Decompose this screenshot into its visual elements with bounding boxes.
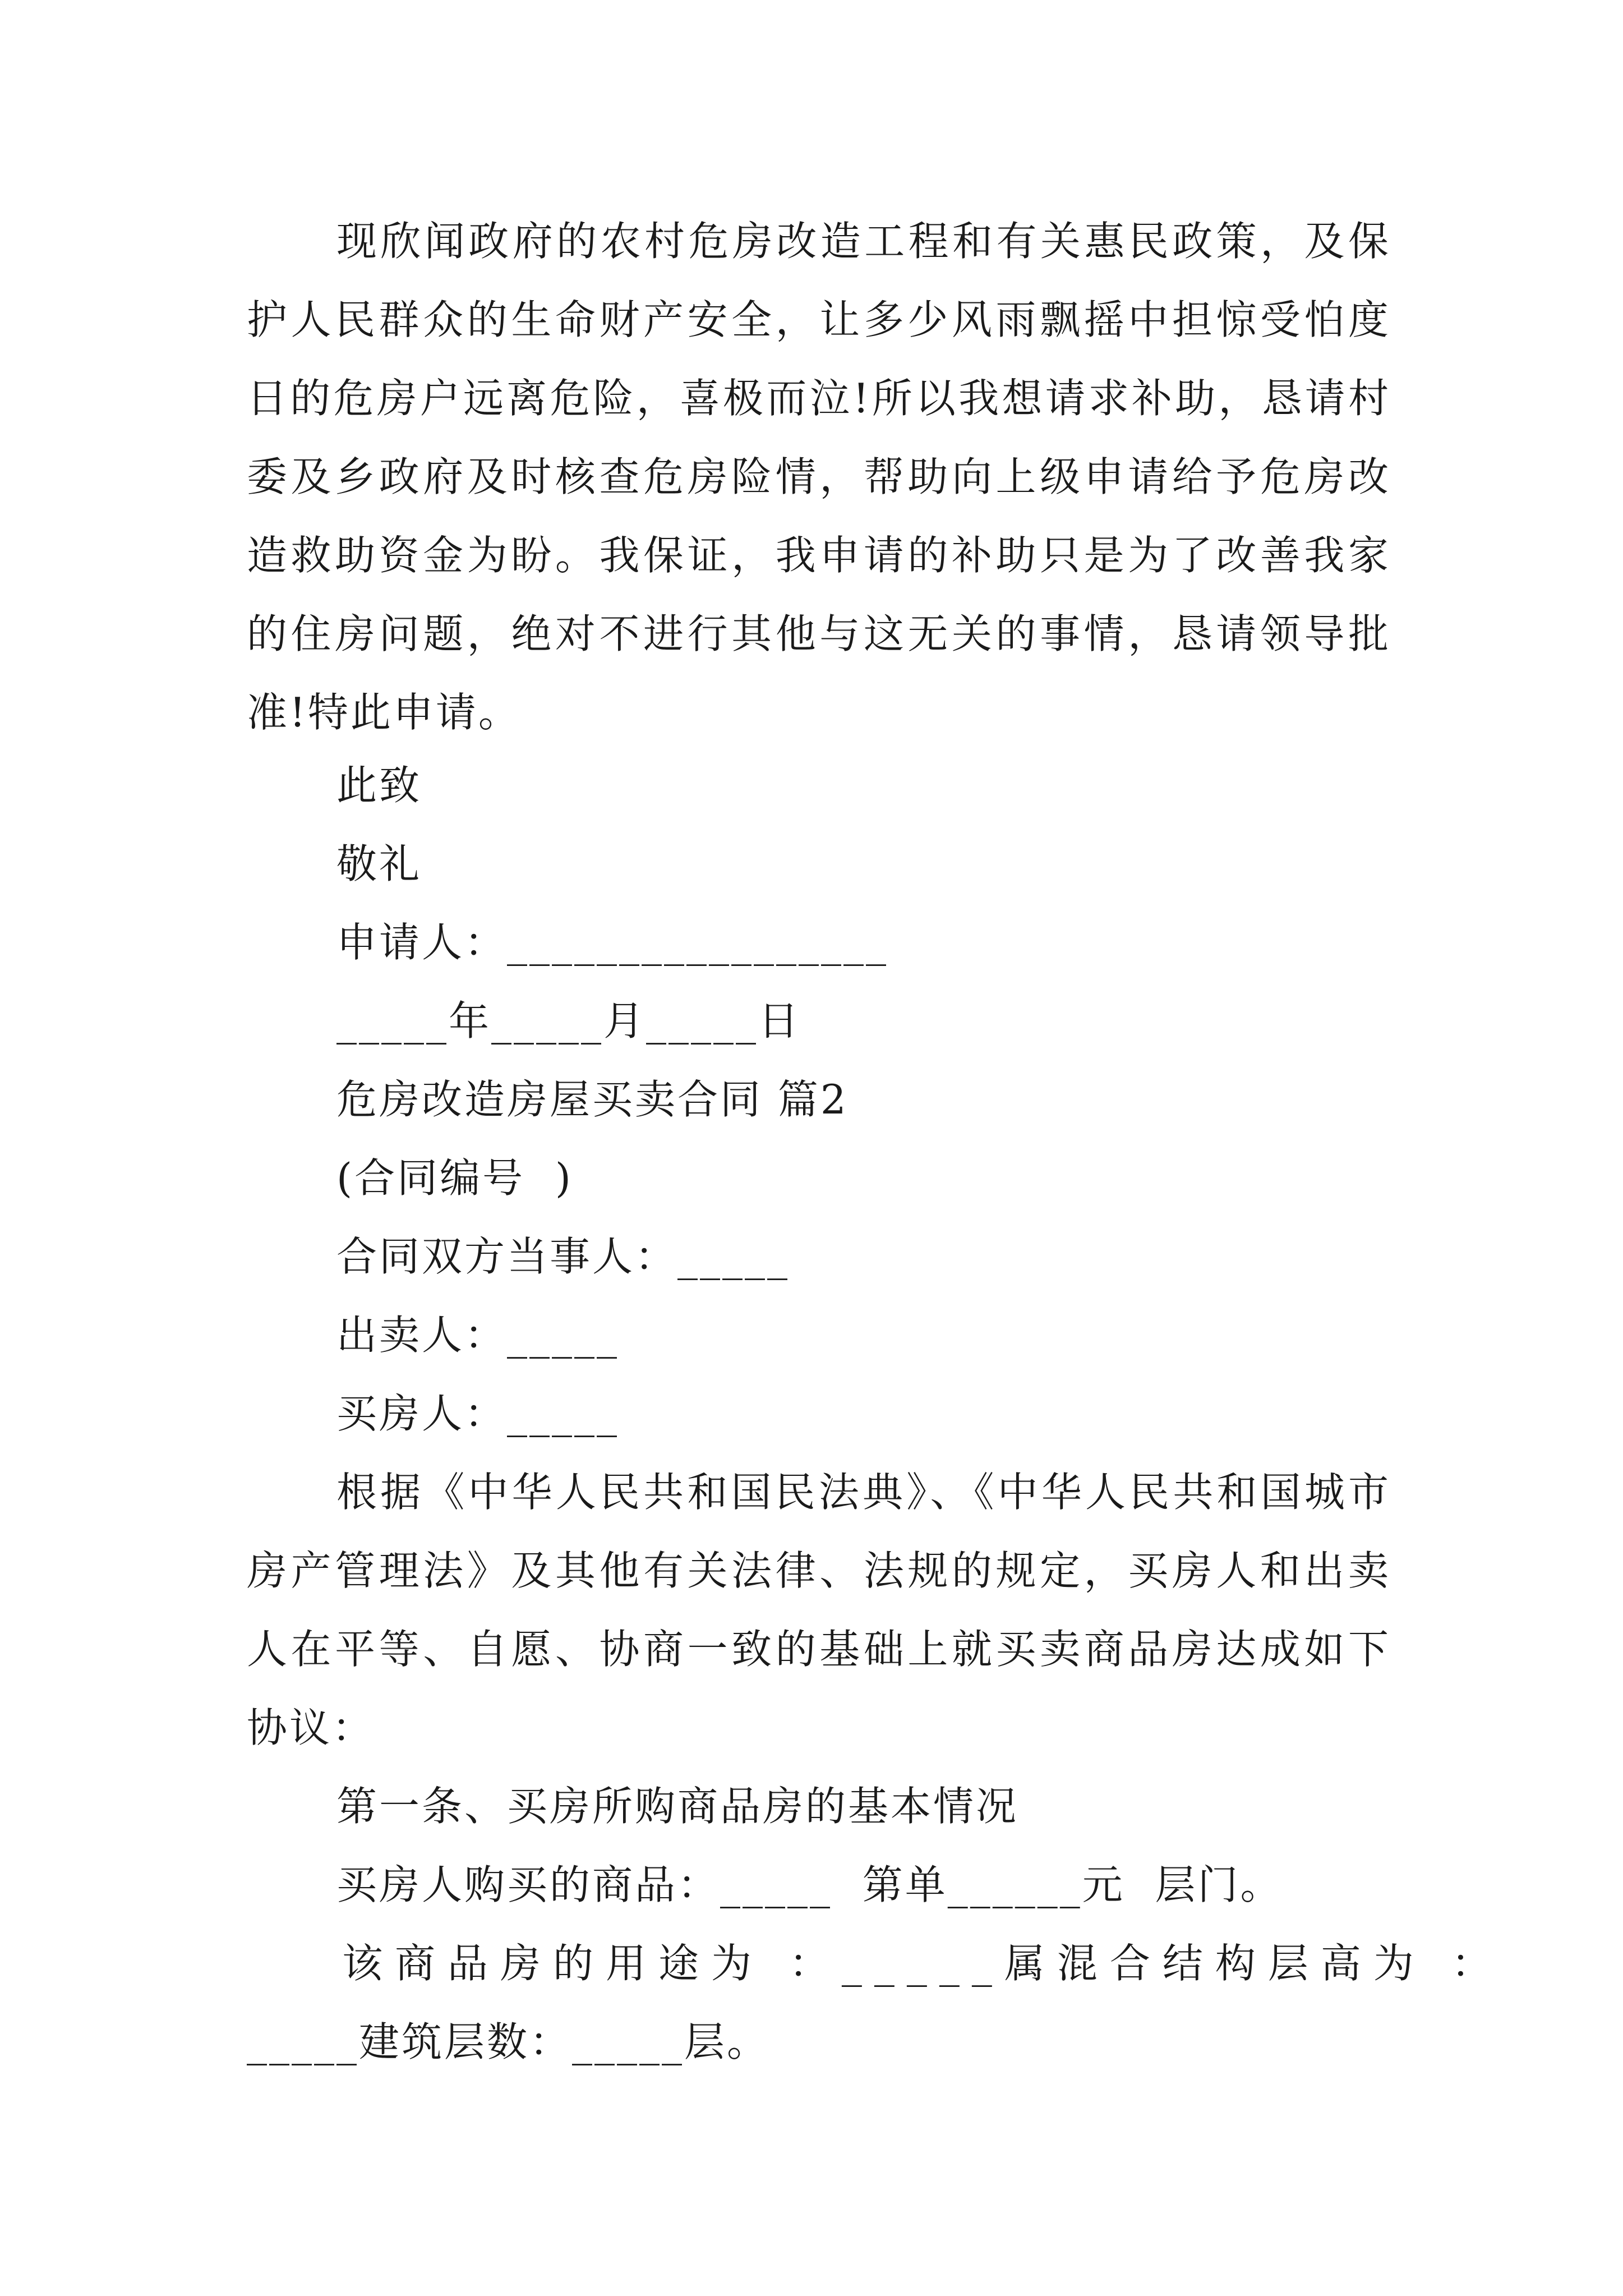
application-body-paragraph: 现欣闻政府的农村危房改造工程和有关惠民政策，及保护人民群众的生命财产安全，让多少风雨飘摇中担惊受怕度日的危房户远离危险，喜极而泣!所以我想请求补助，恳请村委及乡政府及时核查危房险情，帮助向上级申请给予危房改造救助资金为盼。我保证，我申请的补助只是为了改善我家的住房问题，绝对不进行其他与这无关的事情，恳请领导批准!特此申请。: [247, 218, 1391, 736]
seller-line: 出卖人：_____: [336, 1312, 620, 1359]
contract-preamble-paragraph: 根据《中华人民共和国民法典》、《中华人民共和国城市房产管理法》及其他有关法律、法规的规定，买房人和出卖人在平等、自愿、协商一致的基础上就买卖商品房达成如下协议：: [247, 1469, 1391, 1751]
article-1-floors-line: _____建筑层数：_____层。: [247, 2018, 770, 2065]
salutation-jingli: 敬礼: [336, 840, 422, 887]
date-line: _____年_____月_____日: [336, 997, 801, 1045]
applicant-signature-line: 申请人：_________________: [336, 919, 889, 966]
section-title: 危房改造房屋买卖合同 篇2: [336, 1076, 849, 1123]
article-1-title: 第一条、买房所购商品房的基本情况: [336, 1783, 1019, 1830]
contract-parties-line: 合同双方当事人：_____: [336, 1233, 790, 1280]
salutation-cizhi: 此致: [336, 762, 422, 809]
buyer-line: 买房人：_____: [336, 1390, 620, 1437]
article-1-usage-line: 该商品房的用途为 ：_____属混合结构层高为 ：: [342, 1940, 1504, 1987]
article-1-purchase-line: 买房人购买的商品：_____ 第单______元 层门。: [336, 1861, 1283, 1908]
contract-number: (合同编号 ): [336, 1154, 573, 1202]
